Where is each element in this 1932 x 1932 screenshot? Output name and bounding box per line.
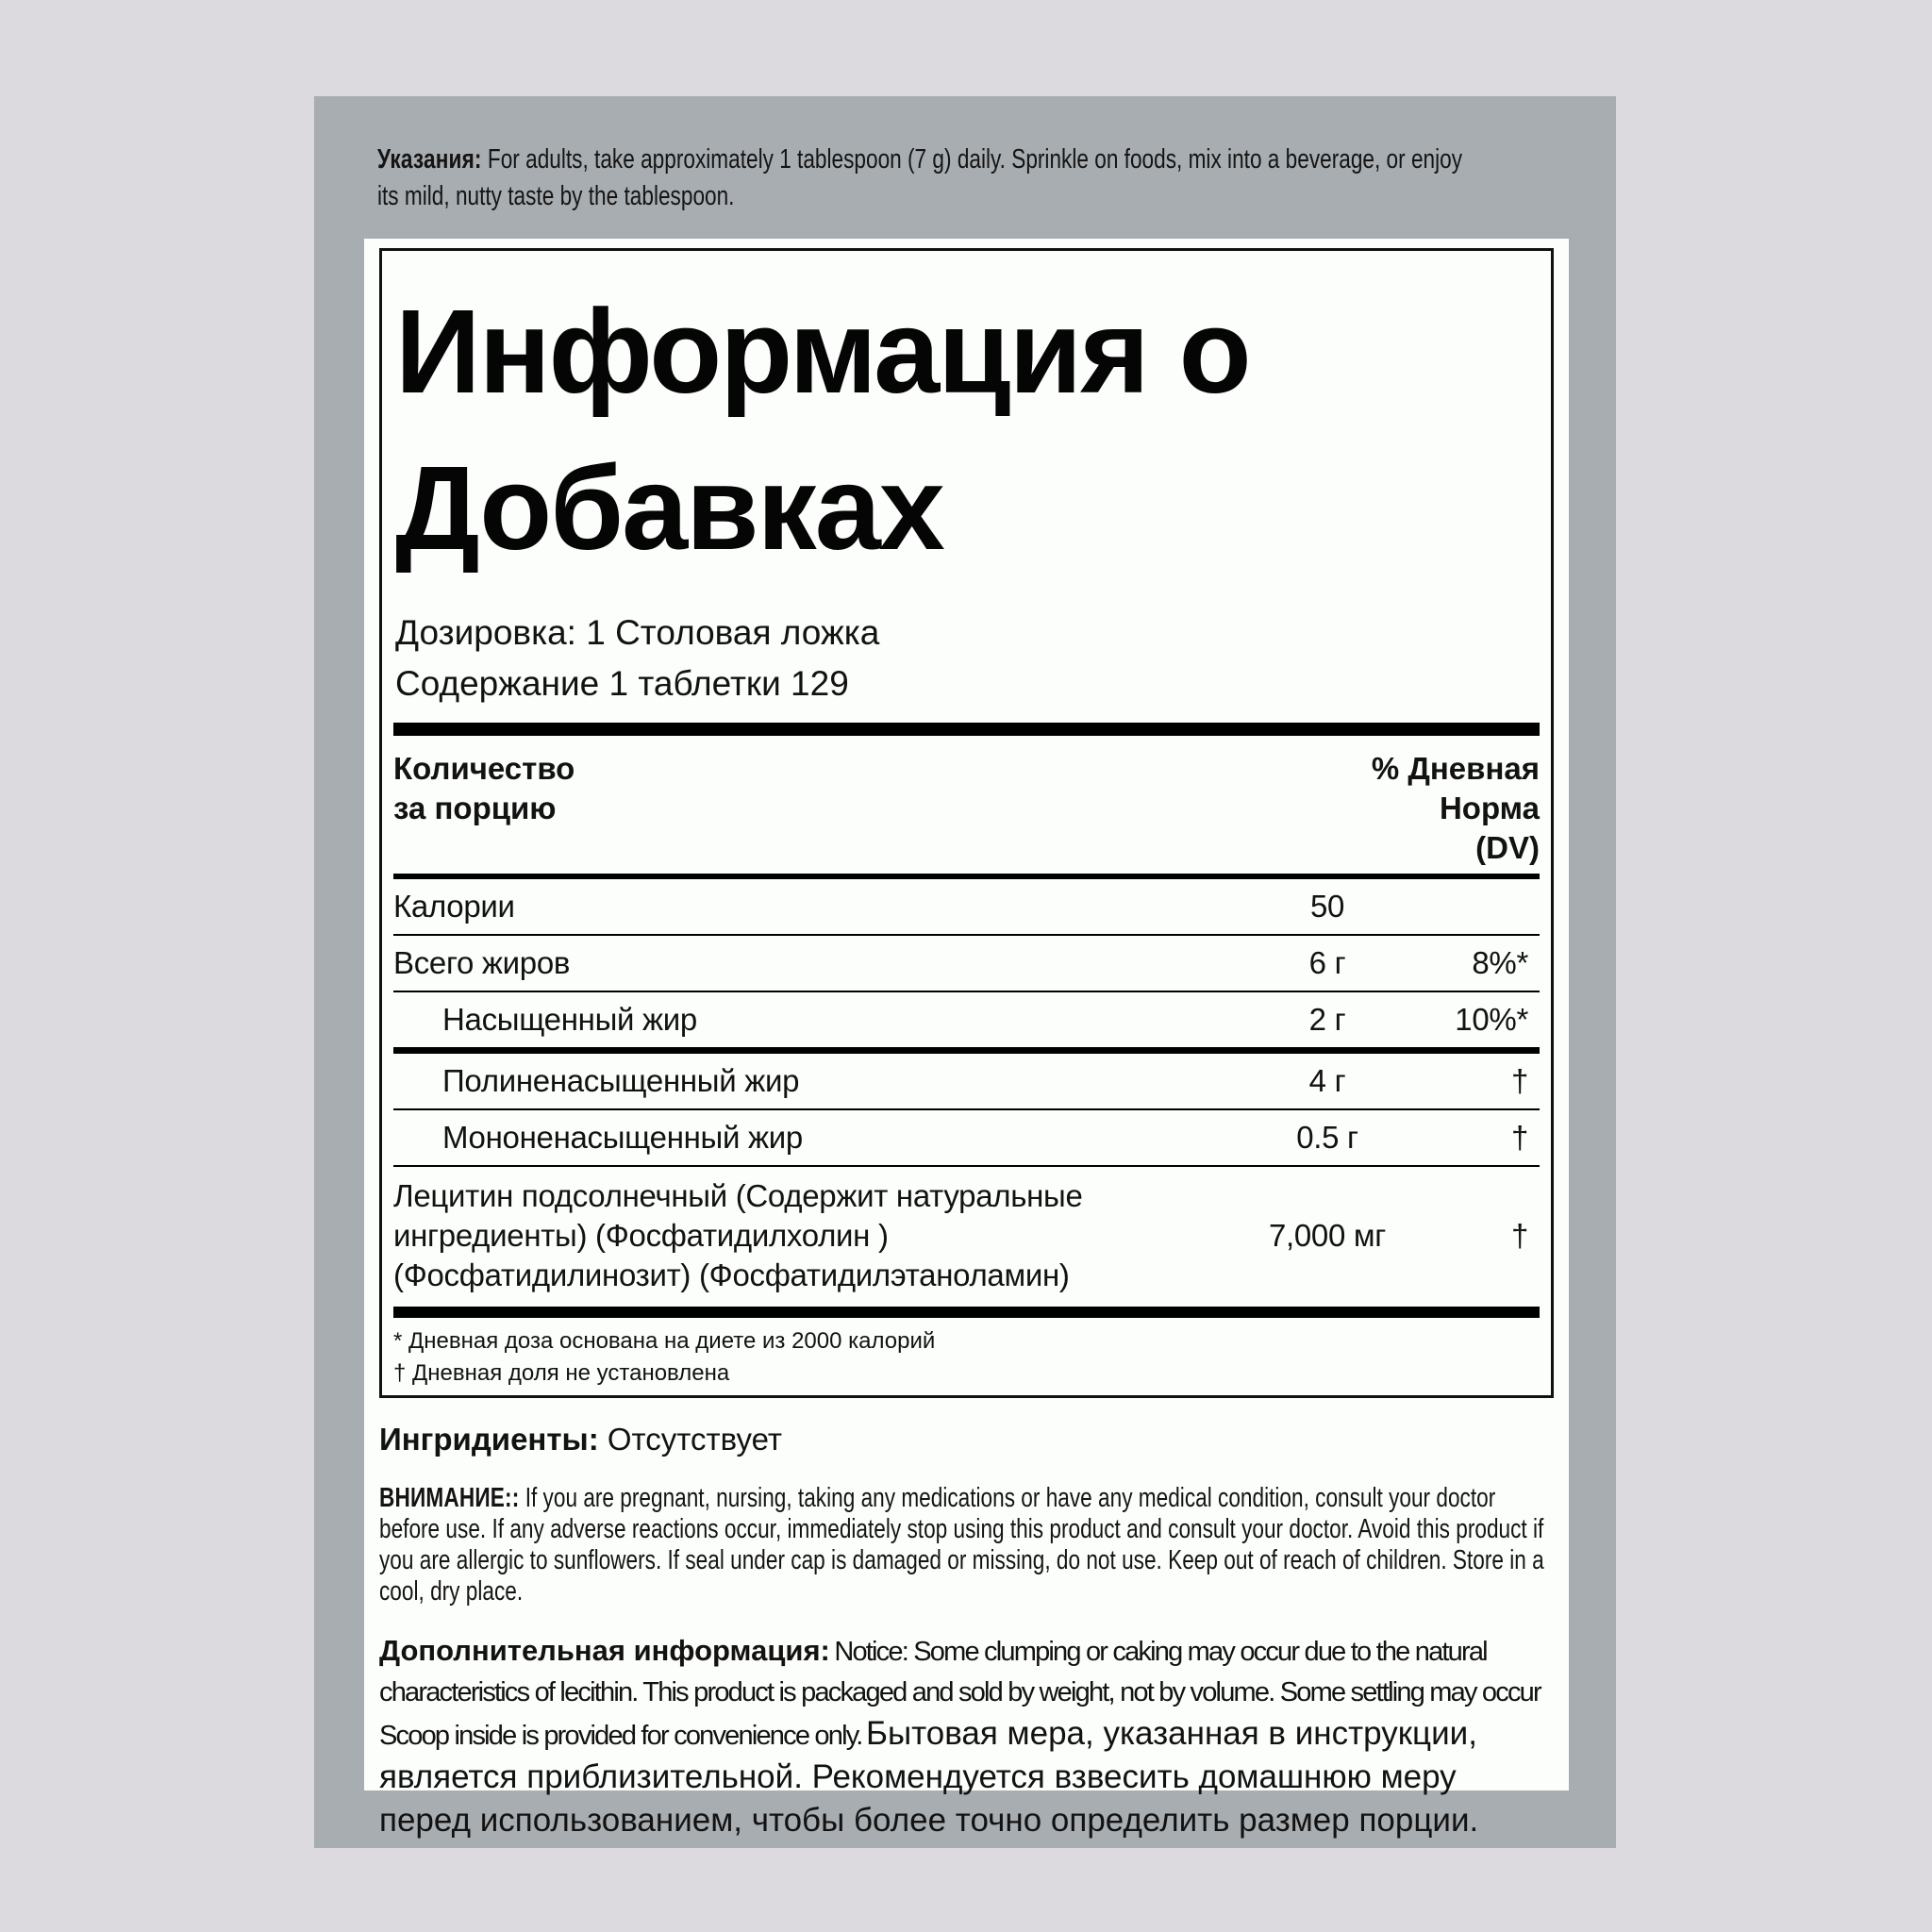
nutrient-dv: 8%* [1472,945,1528,980]
footnote-dv-basis: * Дневная доза основана на диете из 2000 калорий [393,1328,936,1354]
footnote-dv-not-established: † Дневная доля не установлена [393,1360,730,1386]
ingredients-label: Ингридиенты: [379,1422,599,1457]
nutrient-amount: 0.5 г [1296,1120,1358,1155]
nutrient-dv: † [1510,1218,1528,1253]
nutrient-row-sunflower-lecithin [393,1167,1540,1305]
nutrient-amount: 2 г [1308,1002,1346,1037]
ingredients-value: Отсутствует [607,1422,782,1457]
nutrient-row-total-fat [393,936,1540,991]
directions-label: Указания: [377,144,482,175]
dv-header-line1: % Дневная [1371,751,1540,786]
bottom-heavy-divider [393,1307,1540,1318]
servings-per-container-line: Содержание 1 таблетки 129 [395,664,849,703]
ingredients-line [379,1419,1554,1460]
warning-paragraph [379,1483,1555,1607]
additional-info-text-ru: Бытовая мера, указанная в инструкции, является приблизительной. Рекомендуется взвесить домашнюю меру перед использованием, чтобы более точно определить размер порции. [379,1715,1479,1839]
additional-info-label: Дополнительная информация: [379,1634,830,1667]
nutrient-dv: 10%* [1455,1002,1528,1037]
nutrient-name: Полиненасыщенный жир [442,1063,800,1098]
label-sheet [364,239,1569,1839]
panel-title: Информация о Добавках [395,285,1250,575]
serving-size-line: Дозировка: 1 Столовая ложка [395,613,880,652]
mid-heavy-divider [393,1047,1540,1054]
warning-text: If you are pregnant, nursing, taking any medications or have any medical condition, consult your doctor before use. If any adverse reactions occur, immediately stop using this product and consult your doctor. Avoid this product if you are allergic to sunflowers. If seal under cap is damaged or missing, do not use. Keep out of reach of children. Store in a cool, dry place. [379,1483,1544,1607]
nutrient-row-saturated-fat [393,992,1540,1047]
dv-header-line2: Норма [1439,791,1540,825]
additional-info-text-en: Notice: Some clumping or caking may occur due to the natural characteristics of lecithin. This product is packaged and sold by weight, not by volume. Some settling may occur Scoop inside is provided for convenience only. [379,1637,1541,1751]
nutrient-row-polyunsaturated-fat [393,1054,1540,1108]
nutrient-dv: † [1510,1063,1528,1098]
supplement-facts-box [379,248,1554,1398]
footnotes [393,1325,1540,1390]
nutrient-name: Лецитин подсолнечный (Содержит натуральные ингредиенты) (Фосфатидилхолин ) (Фосфатидилинозит) (Фосфатидилэтаноламин) [393,1178,1083,1292]
dv-header [1372,749,1540,868]
nutrient-name: Мононенасыщенный жир [442,1120,803,1155]
nutrient-row-calories [393,879,1540,934]
warning-label: ВНИМАНИЕ:: [379,1483,520,1513]
nutrient-amount: 50 [1309,889,1345,924]
label-card [314,96,1616,1848]
columns-header [393,749,1540,868]
additional-info-paragraph [379,1632,1554,1845]
amount-header [393,749,575,868]
directions-paragraph [377,142,1477,215]
nutrient-row-monounsaturated-fat [393,1110,1540,1165]
nutrient-name: Всего жиров [393,945,571,980]
nutrient-amount: 7,000 мг [1268,1218,1387,1253]
heavy-divider-top [393,723,1540,736]
directions-text: For adults, take approximately 1 tablespoon (7 g) daily. Sprinkle on foods, mix into a beverage, or enjoy its mild, nutty taste by the tablespoon. [377,144,1463,211]
amount-header-line2: за порцию [393,791,557,825]
nutrient-name: Насыщенный жир [442,1002,697,1037]
nutrient-amount: 4 г [1308,1063,1346,1098]
dv-header-line3: (DV) [1475,830,1540,865]
amount-header-line1: Количество [393,751,575,786]
nutrient-name: Калории [393,889,515,924]
nutrient-dv: † [1510,1120,1528,1155]
nutrient-amount: 6 г [1308,945,1346,980]
